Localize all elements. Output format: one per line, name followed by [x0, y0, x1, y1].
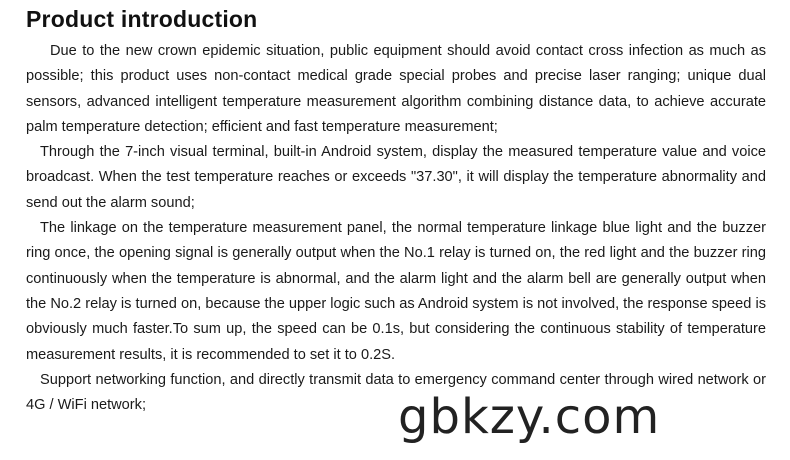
paragraph-relay-linkage: The linkage on the temperature measurement panel, the normal temperature linkage blue light and the buzzer ring once, the opening signal is generally output when the No.1 relay is turned on, the red light and the buzzer ring continuously when the temperature is abnormal, and the alarm light and the alarm bell are generally output when the No.2 relay is turned on, because the upper logic such as Android system is not involved, the response speed is obviously much faster.To sum up, the speed can be 0.1s, but considering the continuous stability of temperature measurement results, it is recommended to set it to 0.2S. — [26, 220, 766, 363]
site-watermark: gbkzy.com — [398, 389, 661, 445]
introduction-body — [26, 39, 766, 418]
page-title: Product introduction — [26, 6, 258, 32]
paragraph-epidemic-protection: Due to the new crown epidemic situation, public equipment should avoid contact cross infection as much as possible; this product uses non-contact medical grade special probes and precise laser ranging; unique dual sensors, advanced intelligent temperature measurement algorithm combining distance data, to achieve accurate palm temperature detection; efficient and fast temperature measurement; — [26, 43, 766, 135]
paragraph-networking: Support networking function, and directly transmit data to emergency command center through wired network or 4G / WiFi network; — [26, 371, 766, 414]
paragraph-android-terminal: Through the 7-inch visual terminal, built-in Android system, display the measured temperature value and voice broadcast. When the test temperature reaches or exceeds "37.30", it will display the temperature abnormality and send out the alarm sound; — [26, 144, 766, 211]
